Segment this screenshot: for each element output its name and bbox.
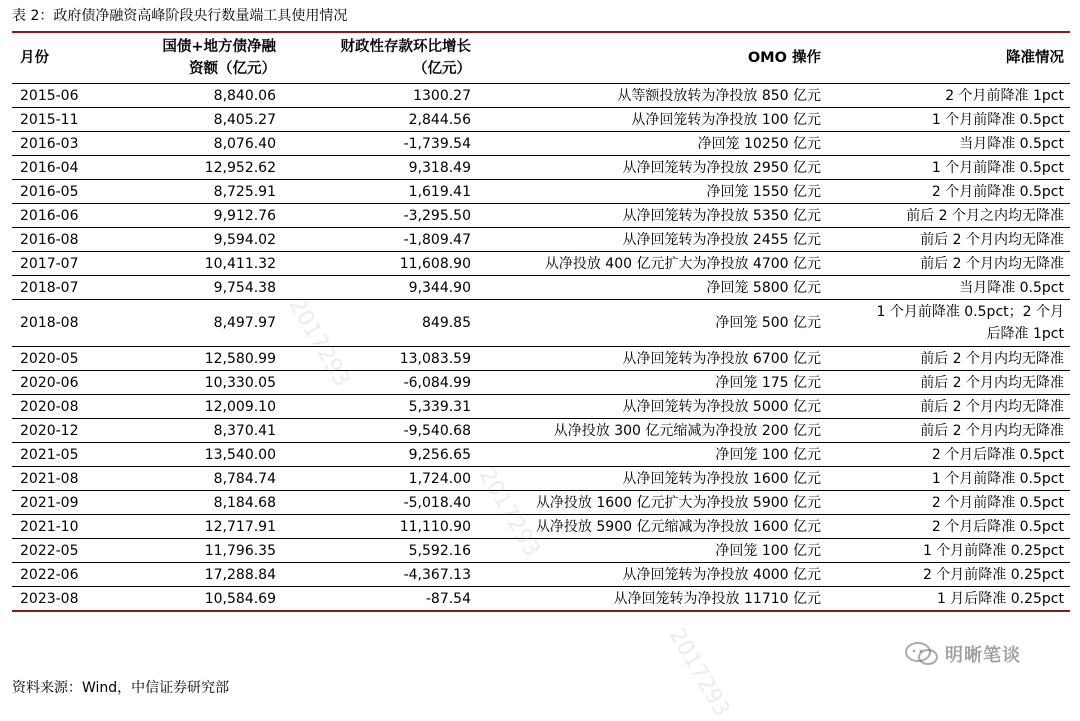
cell-month: 2021-05 [12, 443, 142, 467]
cell-gov-bond: 12,952.62 [142, 156, 282, 180]
cell-month: 2020-05 [12, 347, 142, 371]
cell-omo: 从净回笼转为净投放 2455 亿元 [477, 228, 827, 252]
cell-gov-bond: 8,840.06 [142, 84, 282, 108]
table-caption: 表 2：政府债净融资高峰阶段央行数量端工具使用情况 [12, 8, 348, 24]
cell-month: 2017-07 [12, 252, 142, 276]
cell-rrr: 1 月后降准 0.25pct [827, 587, 1070, 612]
cell-fiscal-deposit: -87.54 [282, 587, 477, 612]
table-row [12, 204, 1070, 228]
cell-fiscal-deposit: -3,295.50 [282, 204, 477, 228]
cell-fiscal-deposit: 9,256.65 [282, 443, 477, 467]
cell-rrr: 前后 2 个月内均无降准 [827, 252, 1070, 276]
cell-fiscal-deposit: 1,619.41 [282, 180, 477, 204]
cell-rrr: 2 个月前降准 0.5pct [827, 180, 1070, 204]
cell-rrr: 2 个月前降准 1pct [827, 84, 1070, 108]
header-rrr: 降准情况 [827, 33, 1070, 84]
table-row [12, 276, 1070, 300]
table-row [12, 228, 1070, 252]
cell-rrr: 前后 2 个月内均无降准 [827, 419, 1070, 443]
cell-rrr: 前后 2 个月内均无降准 [827, 371, 1070, 395]
cell-gov-bond: 8,497.97 [142, 300, 282, 347]
cell-month: 2021-08 [12, 467, 142, 491]
table-row [12, 563, 1070, 587]
cell-gov-bond: 9,912.76 [142, 204, 282, 228]
table-row [12, 180, 1070, 204]
table-row [12, 347, 1070, 371]
cell-fiscal-deposit: -5,018.40 [282, 491, 477, 515]
cell-fiscal-deposit: 5,339.31 [282, 395, 477, 419]
table-row [12, 419, 1070, 443]
cell-gov-bond: 8,784.74 [142, 467, 282, 491]
cell-month: 2022-05 [12, 539, 142, 563]
cell-omo: 净回笼 10250 亿元 [477, 132, 827, 156]
cell-month: 2020-06 [12, 371, 142, 395]
cell-rrr: 前后 2 个月内均无降准 [827, 395, 1070, 419]
source-note: 资料来源：Wind，中信证券研究部 [12, 680, 230, 696]
cell-fiscal-deposit: 11,608.90 [282, 252, 477, 276]
chat-bubble-icon [905, 641, 939, 667]
table-row [12, 371, 1070, 395]
header-row [12, 33, 1070, 84]
cell-omo: 净回笼 5800 亿元 [477, 276, 827, 300]
cell-fiscal-deposit: -1,809.47 [282, 228, 477, 252]
cell-fiscal-deposit: 11,110.90 [282, 515, 477, 539]
watermark: 2017293 [663, 623, 735, 721]
cell-month: 2018-07 [12, 276, 142, 300]
cell-omo: 净回笼 100 亿元 [477, 539, 827, 563]
table-row [12, 467, 1070, 491]
cell-month: 2015-11 [12, 108, 142, 132]
cell-omo: 从净投放 5900 亿元缩减为净投放 1600 亿元 [477, 515, 827, 539]
cell-gov-bond: 8,184.68 [142, 491, 282, 515]
cell-rrr: 2 个月前降准 0.5pct [827, 491, 1070, 515]
cell-gov-bond: 12,580.99 [142, 347, 282, 371]
cell-gov-bond: 17,288.84 [142, 563, 282, 587]
cell-fiscal-deposit: -1,739.54 [282, 132, 477, 156]
cell-rrr: 前后 2 个月内均无降准 [827, 347, 1070, 371]
table-row [12, 108, 1070, 132]
cell-rrr: 1 个月前降准 0.5pct [827, 467, 1070, 491]
cell-month: 2016-03 [12, 132, 142, 156]
cell-month: 2020-12 [12, 419, 142, 443]
table-row [12, 252, 1070, 276]
cell-rrr: 1 个月前降准 0.5pct [827, 156, 1070, 180]
cell-month: 2023-08 [12, 587, 142, 612]
table-row [12, 539, 1070, 563]
cell-rrr: 前后 2 个月内均无降准 [827, 228, 1070, 252]
table-row [12, 587, 1070, 612]
header-month: 月份 [12, 33, 142, 84]
watermark: 2017293 [283, 293, 355, 392]
cell-rrr [827, 300, 1070, 347]
cell-omo: 净回笼 500 亿元 [477, 300, 827, 347]
header-omo: OMO 操作 [477, 33, 827, 84]
header-gov-bond [142, 33, 282, 84]
cell-gov-bond: 8,405.27 [142, 108, 282, 132]
header-gov-bond-line1: 国债+地方债净融 [162, 39, 276, 55]
cell-rrr: 1 个月前降准 0.25pct [827, 539, 1070, 563]
cell-month: 2021-10 [12, 515, 142, 539]
cell-omo: 从净回笼转为净投放 11710 亿元 [477, 587, 827, 612]
cell-rrr: 当月降准 0.5pct [827, 132, 1070, 156]
brand-watermark [905, 636, 1065, 672]
cell-fiscal-deposit: 849.85 [282, 300, 477, 347]
cell-gov-bond: 9,754.38 [142, 276, 282, 300]
cell-gov-bond: 11,796.35 [142, 539, 282, 563]
watermark: 2017293 [473, 463, 545, 562]
cell-month: 2016-08 [12, 228, 142, 252]
cell-omo: 从净回笼转为净投放 1600 亿元 [477, 467, 827, 491]
cell-omo: 从净回笼转为净投放 5350 亿元 [477, 204, 827, 228]
table-row [12, 491, 1070, 515]
cell-rrr: 2 个月前降准 0.25pct [827, 563, 1070, 587]
cell-month: 2016-04 [12, 156, 142, 180]
cell-fiscal-deposit: 1300.27 [282, 84, 477, 108]
table-row [12, 132, 1070, 156]
cell-gov-bond: 9,594.02 [142, 228, 282, 252]
cell-month: 2021-09 [12, 491, 142, 515]
cell-omo: 从净回笼转为净投放 5000 亿元 [477, 395, 827, 419]
cell-gov-bond: 12,009.10 [142, 395, 282, 419]
cell-gov-bond: 10,330.05 [142, 371, 282, 395]
cell-fiscal-deposit: -4,367.13 [282, 563, 477, 587]
cell-gov-bond: 8,076.40 [142, 132, 282, 156]
cell-fiscal-deposit: 9,318.49 [282, 156, 477, 180]
cell-rrr-line1: 1 个月前降准 0.5pct；2 个月 [876, 304, 1064, 320]
table-row [12, 395, 1070, 419]
cell-gov-bond: 12,717.91 [142, 515, 282, 539]
cell-rrr: 2 个月后降准 0.5pct [827, 515, 1070, 539]
cell-rrr: 当月降准 0.5pct [827, 276, 1070, 300]
cell-fiscal-deposit: -9,540.68 [282, 419, 477, 443]
header-fiscal-deposit [282, 33, 477, 84]
cell-gov-bond: 8,725.91 [142, 180, 282, 204]
cell-omo: 从净投放 1600 亿元扩大为净投放 5900 亿元 [477, 491, 827, 515]
data-table [12, 33, 1070, 612]
cell-rrr-line2: 后降准 1pct [986, 326, 1064, 342]
cell-gov-bond: 8,370.41 [142, 419, 282, 443]
cell-gov-bond: 13,540.00 [142, 443, 282, 467]
cell-omo: 从等额投放转为净投放 850 亿元 [477, 84, 827, 108]
cell-omo: 从净回笼转为净投放 2950 亿元 [477, 156, 827, 180]
cell-omo: 从净回笼转为净投放 6700 亿元 [477, 347, 827, 371]
cell-rrr: 1 个月前降准 0.5pct [827, 108, 1070, 132]
table-body [12, 84, 1070, 612]
cell-gov-bond: 10,584.69 [142, 587, 282, 612]
cell-fiscal-deposit: -6,084.99 [282, 371, 477, 395]
cell-fiscal-deposit: 13,083.59 [282, 347, 477, 371]
brand-name: 明晰笔谈 [945, 645, 1021, 666]
cell-fiscal-deposit: 1,724.00 [282, 467, 477, 491]
cell-fiscal-deposit: 9,344.90 [282, 276, 477, 300]
cell-month: 2015-06 [12, 84, 142, 108]
cell-fiscal-deposit: 5,592.16 [282, 539, 477, 563]
cell-omo: 从净回笼转为净投放 4000 亿元 [477, 563, 827, 587]
cell-rrr: 2 个月后降准 0.5pct [827, 443, 1070, 467]
cell-month: 2018-08 [12, 300, 142, 347]
cell-omo: 净回笼 175 亿元 [477, 371, 827, 395]
cell-month: 2016-05 [12, 180, 142, 204]
table-row [12, 84, 1070, 108]
cell-rrr: 前后 2 个月之内均无降准 [827, 204, 1070, 228]
table-row [12, 300, 1070, 347]
cell-omo: 净回笼 1550 亿元 [477, 180, 827, 204]
cell-fiscal-deposit: 2,844.56 [282, 108, 477, 132]
cell-month: 2016-06 [12, 204, 142, 228]
header-gov-bond-line2: 资额（亿元） [189, 61, 276, 77]
header-fiscal-line1: 财政性存款环比增长 [340, 39, 471, 55]
table-row [12, 443, 1070, 467]
cell-omo: 从净投放 300 亿元缩减为净投放 200 亿元 [477, 419, 827, 443]
header-fiscal-line2: （亿元） [413, 61, 471, 77]
cell-month: 2022-06 [12, 563, 142, 587]
table-row [12, 156, 1070, 180]
cell-omo: 从净投放 400 亿元扩大为净投放 4700 亿元 [477, 252, 827, 276]
cell-month: 2020-08 [12, 395, 142, 419]
cell-omo: 净回笼 100 亿元 [477, 443, 827, 467]
table-row [12, 515, 1070, 539]
cell-omo: 从净回笼转为净投放 100 亿元 [477, 108, 827, 132]
cell-gov-bond: 10,411.32 [142, 252, 282, 276]
